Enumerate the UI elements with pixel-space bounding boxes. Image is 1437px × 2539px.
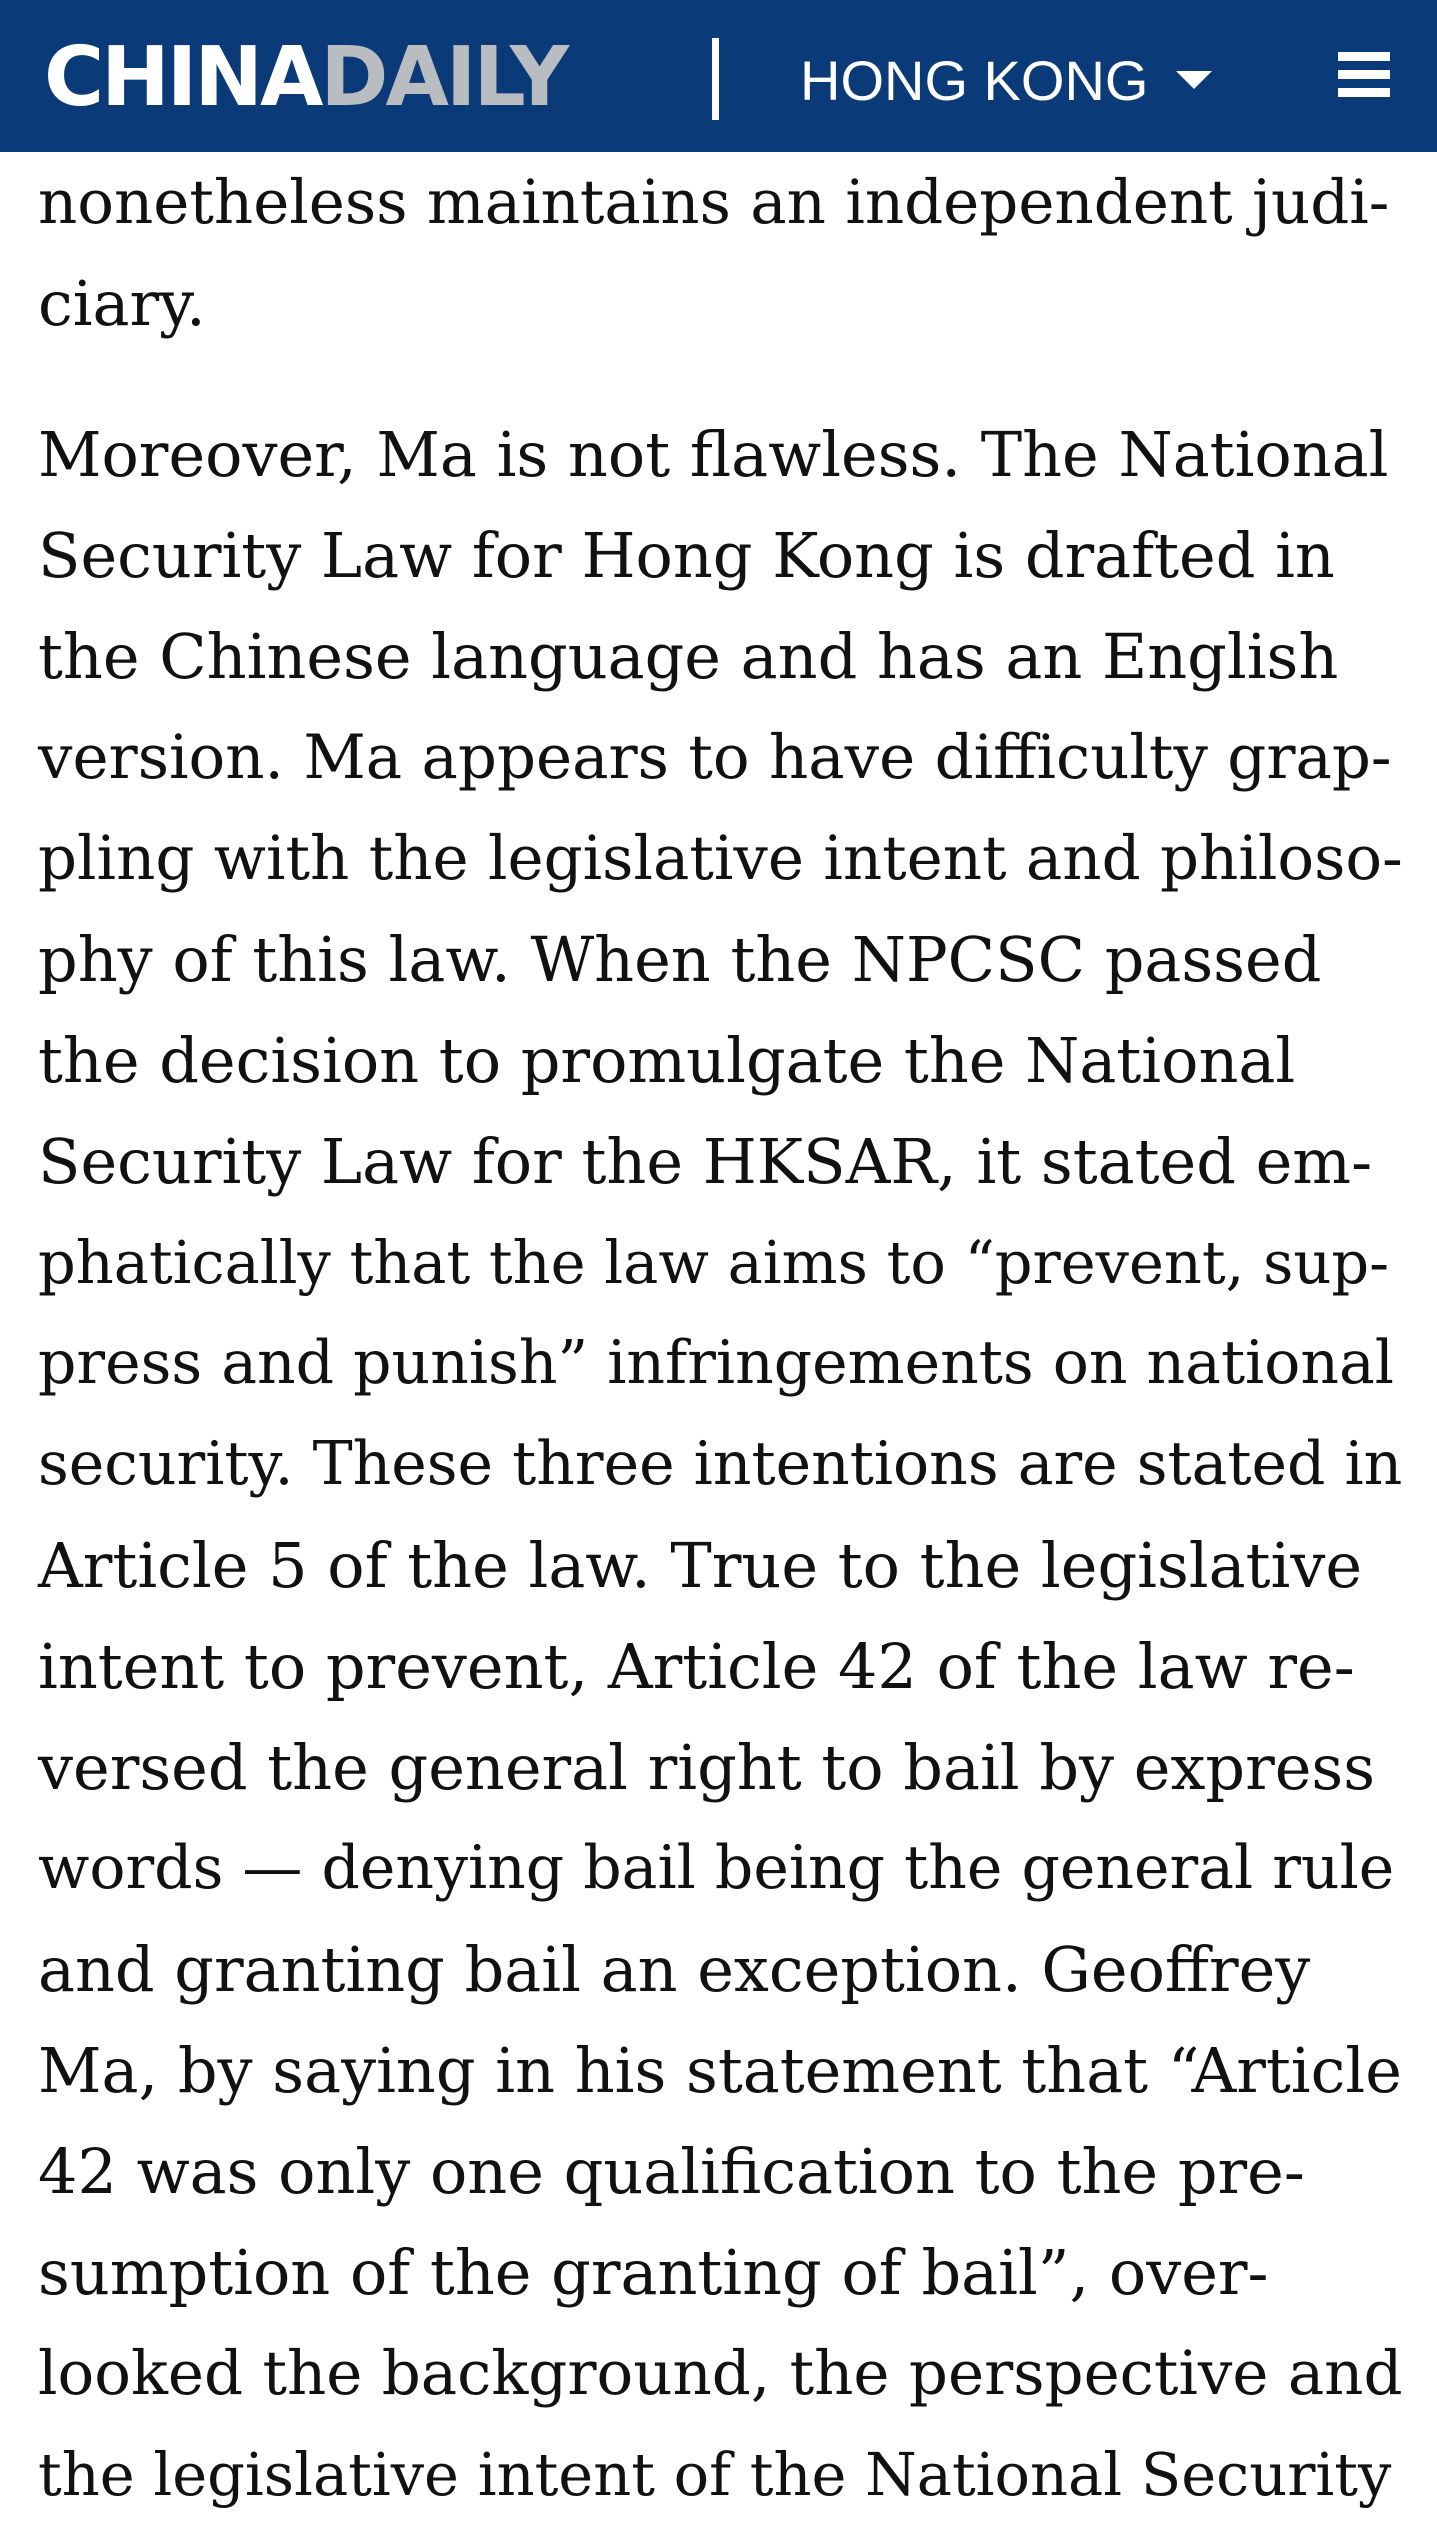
paragraph-line: nonetheless maintains an independent judi- [38,167,1390,238]
paragraph-line: the decision to promulgate the National [38,1024,1296,1097]
article-paragraph [38,404,1408,2525]
paragraph-line: version. Ma appears to have difficulty grap- [38,722,1392,793]
paragraph-line: versed the general right to bail by express [38,1731,1376,1804]
article-body [38,152,1408,2525]
caret-down-icon [1176,71,1212,89]
paragraph-line: the legislative intent of the National Security [38,2440,1392,2509]
paragraph-line: Security Law for Hong Kong is drafted in [38,519,1335,592]
logo-text-daily: DAILY [320,30,567,125]
paragraph-line: Moreover, Ma is not flawless. The National [38,418,1389,491]
menu-bar-middle [1338,70,1390,79]
header-divider [712,38,719,120]
paragraph-line: pling with the legislative intent and philoso- [38,823,1403,894]
top-nav-bar [0,0,1437,152]
paragraph-line: phy of this law. When the NPCSC passed [38,923,1322,996]
china-daily-logo[interactable] [44,30,566,126]
paragraph-line: security. These three intentions are stated in [38,1429,1403,1499]
paragraph-line: the Chinese language and has an English [38,620,1339,693]
menu-bar-top [1338,52,1390,61]
paragraph-line: looked the background, the perspective and [38,2338,1403,2409]
paragraph-line: press and punish” infringements on national [38,1328,1394,1398]
paragraph-line: Ma, by saying in his statement that “Article [38,2034,1402,2107]
paragraph-line: sumption of the granting of bail”, over- [38,2236,1269,2309]
paragraph-line: and granting bail an exception. Geoffrey [38,1933,1311,2006]
region-dropdown[interactable] [800,34,1212,126]
article-paragraph [38,152,1408,354]
hamburger-menu-icon[interactable] [1334,48,1394,102]
paragraph-line: ciary. [38,267,206,340]
paragraph-line: Article 5 of the law. True to the legislative [38,1529,1363,1602]
paragraph-line: intent to prevent, Article 42 of the law re- [38,1630,1355,1703]
paragraph-gap [38,354,1408,404]
paragraph-line: words — denying bail being the general rule [38,1833,1395,1903]
region-label: HONG KONG [800,48,1149,112]
logo-text-china: CHINA [44,30,321,125]
paragraph-line: 42 was only one qualification to the pre- [38,2135,1305,2208]
paragraph-line: phatically that the law aims to “prevent, sup- [38,1228,1390,1297]
menu-bar-bottom [1338,88,1390,97]
paragraph-line: Security Law for the HKSAR, it stated em- [38,1125,1373,1198]
